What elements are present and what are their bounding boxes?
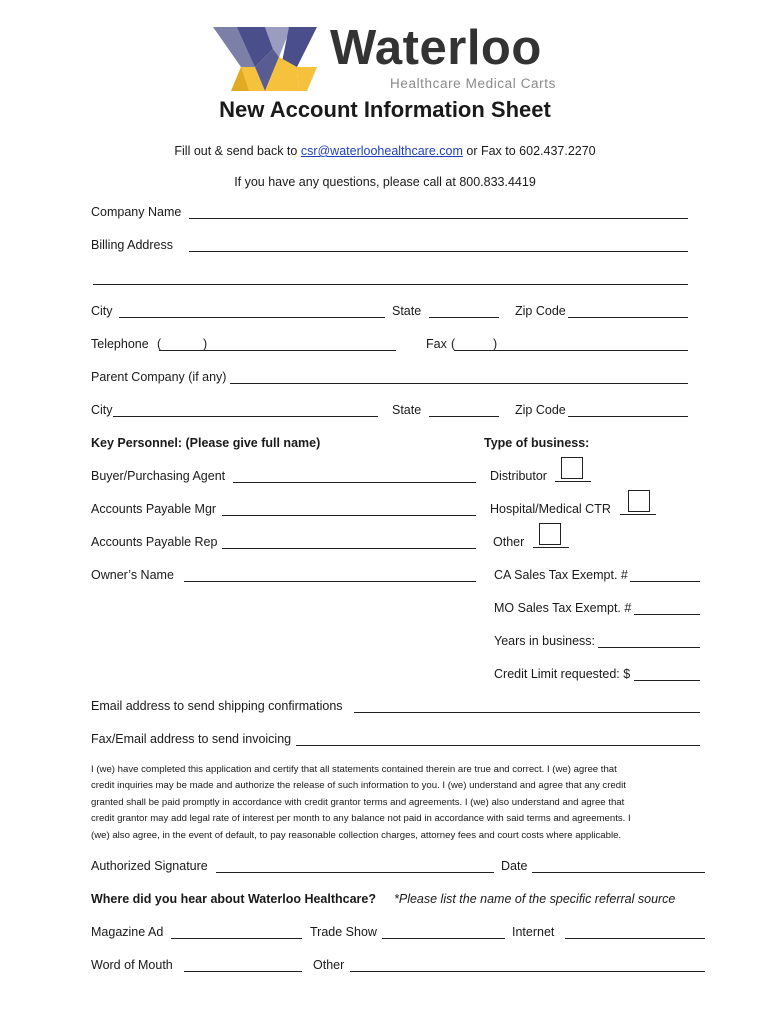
telephone-paren-close: ) <box>203 337 208 351</box>
waterloo-w-logo-icon <box>213 27 317 91</box>
trade-show-label: Trade Show <box>310 925 377 939</box>
city-field[interactable] <box>119 317 385 318</box>
page-title: New Account Information Sheet <box>219 97 551 122</box>
parent-zip-code-label: Zip Code <box>515 403 566 417</box>
ap-mgr-label: Accounts Payable Mgr <box>91 502 217 516</box>
key-personnel-heading: Key Personnel: (Please give full name) <box>91 436 321 450</box>
hospital-underline <box>620 514 656 515</box>
telephone-field[interactable] <box>159 350 396 351</box>
date-label: Date <box>501 859 528 873</box>
hospital-label: Hospital/Medical CTR <box>490 502 611 516</box>
fax-invoicing-label: Fax/Email address to send invoicing <box>91 732 292 746</box>
city-label: City <box>91 304 113 318</box>
fax-paren-open: ( <box>451 337 456 351</box>
agreement-line: granted shall be paid promptly in accordance with credit grantor terms and agreements. I (we) also understand and agree that <box>91 796 625 808</box>
instructions-line-1 <box>0 144 770 158</box>
other-business-checkbox[interactable] <box>539 523 561 545</box>
owner-label: Owner’s Name <box>91 568 174 582</box>
word-of-mouth-label: Word of Mouth <box>91 958 173 972</box>
state-label: State <box>392 304 422 318</box>
telephone-label: Telephone <box>91 337 149 351</box>
date-field[interactable] <box>532 872 705 873</box>
trade-show-field[interactable] <box>382 938 505 939</box>
email-link[interactable]: csr@waterloohealthcare.com <box>300 144 463 158</box>
distributor-label: Distributor <box>490 469 547 483</box>
ap-mgr-field[interactable] <box>222 515 476 516</box>
logo <box>213 27 317 91</box>
years-field[interactable] <box>598 647 700 648</box>
telephone-paren-open: ( <box>157 337 162 351</box>
credit-limit-label: Credit Limit requested: $ <box>494 667 631 681</box>
internet-field[interactable] <box>565 938 705 939</box>
parent-city-label: City <box>91 403 113 417</box>
internet-label: Internet <box>512 925 555 939</box>
other-referral-field[interactable] <box>350 971 705 972</box>
parent-state-label: State <box>392 403 422 417</box>
state-field[interactable] <box>429 317 499 318</box>
billing-address-line-2-field[interactable] <box>93 284 688 285</box>
buyer-label: Buyer/Purchasing Agent <box>91 469 226 483</box>
ca-tax-label: CA Sales Tax Exempt. # <box>494 568 628 582</box>
instructions-line-2: If you have any questions, please call at 800.833.4419 <box>234 175 536 189</box>
company-name-label: Company Name <box>91 205 182 219</box>
instructions-prefix: Fill out & send back to <box>174 144 301 158</box>
email-shipping-label: Email address to send shipping confirmations <box>91 699 343 713</box>
years-label: Years in business: <box>494 634 595 648</box>
parent-state-field[interactable] <box>429 416 499 417</box>
credit-limit-field[interactable] <box>634 680 700 681</box>
billing-address-label: Billing Address <box>91 238 173 252</box>
other-business-label: Other <box>493 535 525 549</box>
fax-invoicing-field[interactable] <box>296 745 700 746</box>
agreement-line: credit inquiries may be made and authorize the release of such information to you. I (we) understand and agree that any credit <box>91 780 626 792</box>
billing-address-field[interactable] <box>189 251 688 252</box>
fax-label: Fax <box>426 337 447 351</box>
type-of-business-heading: Type of business: <box>484 436 590 450</box>
agreement-line: I (we) have completed this application and certify that all statements contained therein are true and correct. I (we) agree that <box>91 764 617 775</box>
word-of-mouth-field[interactable] <box>184 971 302 972</box>
agreement-text <box>91 762 703 844</box>
mo-tax-field[interactable] <box>634 614 700 615</box>
other-referral-label: Other <box>313 958 345 972</box>
other-business-underline <box>533 547 569 548</box>
authorized-signature-label: Authorized Signature <box>91 859 208 873</box>
ap-rep-field[interactable] <box>222 548 476 549</box>
zip-code-field[interactable] <box>568 317 688 318</box>
parent-city-field[interactable] <box>113 416 378 417</box>
company-name-field[interactable] <box>189 218 688 219</box>
magazine-ad-label: Magazine Ad <box>91 925 164 939</box>
parent-company-field[interactable] <box>230 383 688 384</box>
referral-question: Where did you hear about Waterloo Healthcare? <box>91 892 376 906</box>
agreement-line: (we) also agree, in the event of default, to pay reasonable collection charges, attorney fees and court costs where applicable. <box>91 829 622 841</box>
ap-rep-label: Accounts Payable Rep <box>91 535 218 549</box>
magazine-ad-field[interactable] <box>171 938 302 939</box>
brand-name: Waterloo <box>330 21 542 75</box>
brand-tagline: Healthcare Medical Carts <box>390 76 556 91</box>
instructions-suffix: or Fax to 602.437.2270 <box>462 144 596 158</box>
parent-zip-code-field[interactable] <box>568 416 688 417</box>
referral-note: *Please list the name of the specific referral source <box>394 892 676 906</box>
distributor-checkbox[interactable] <box>561 457 583 479</box>
hospital-checkbox[interactable] <box>628 490 650 512</box>
zip-code-label: Zip Code <box>515 304 566 318</box>
owner-field[interactable] <box>184 581 476 582</box>
authorized-signature-field[interactable] <box>216 872 494 873</box>
ca-tax-field[interactable] <box>630 581 700 582</box>
buyer-field[interactable] <box>233 482 476 483</box>
distributor-underline <box>555 481 591 482</box>
parent-company-label: Parent Company (if any) <box>91 370 227 384</box>
fax-field[interactable] <box>454 350 688 351</box>
fax-paren-close: ) <box>493 337 498 351</box>
agreement-line: credit grantor may add legal rate of interest per month to any balance not paid in accordance with said terms and agreements. I <box>91 813 631 825</box>
mo-tax-label: MO Sales Tax Exempt. # <box>494 601 632 615</box>
email-shipping-field[interactable] <box>354 712 700 713</box>
